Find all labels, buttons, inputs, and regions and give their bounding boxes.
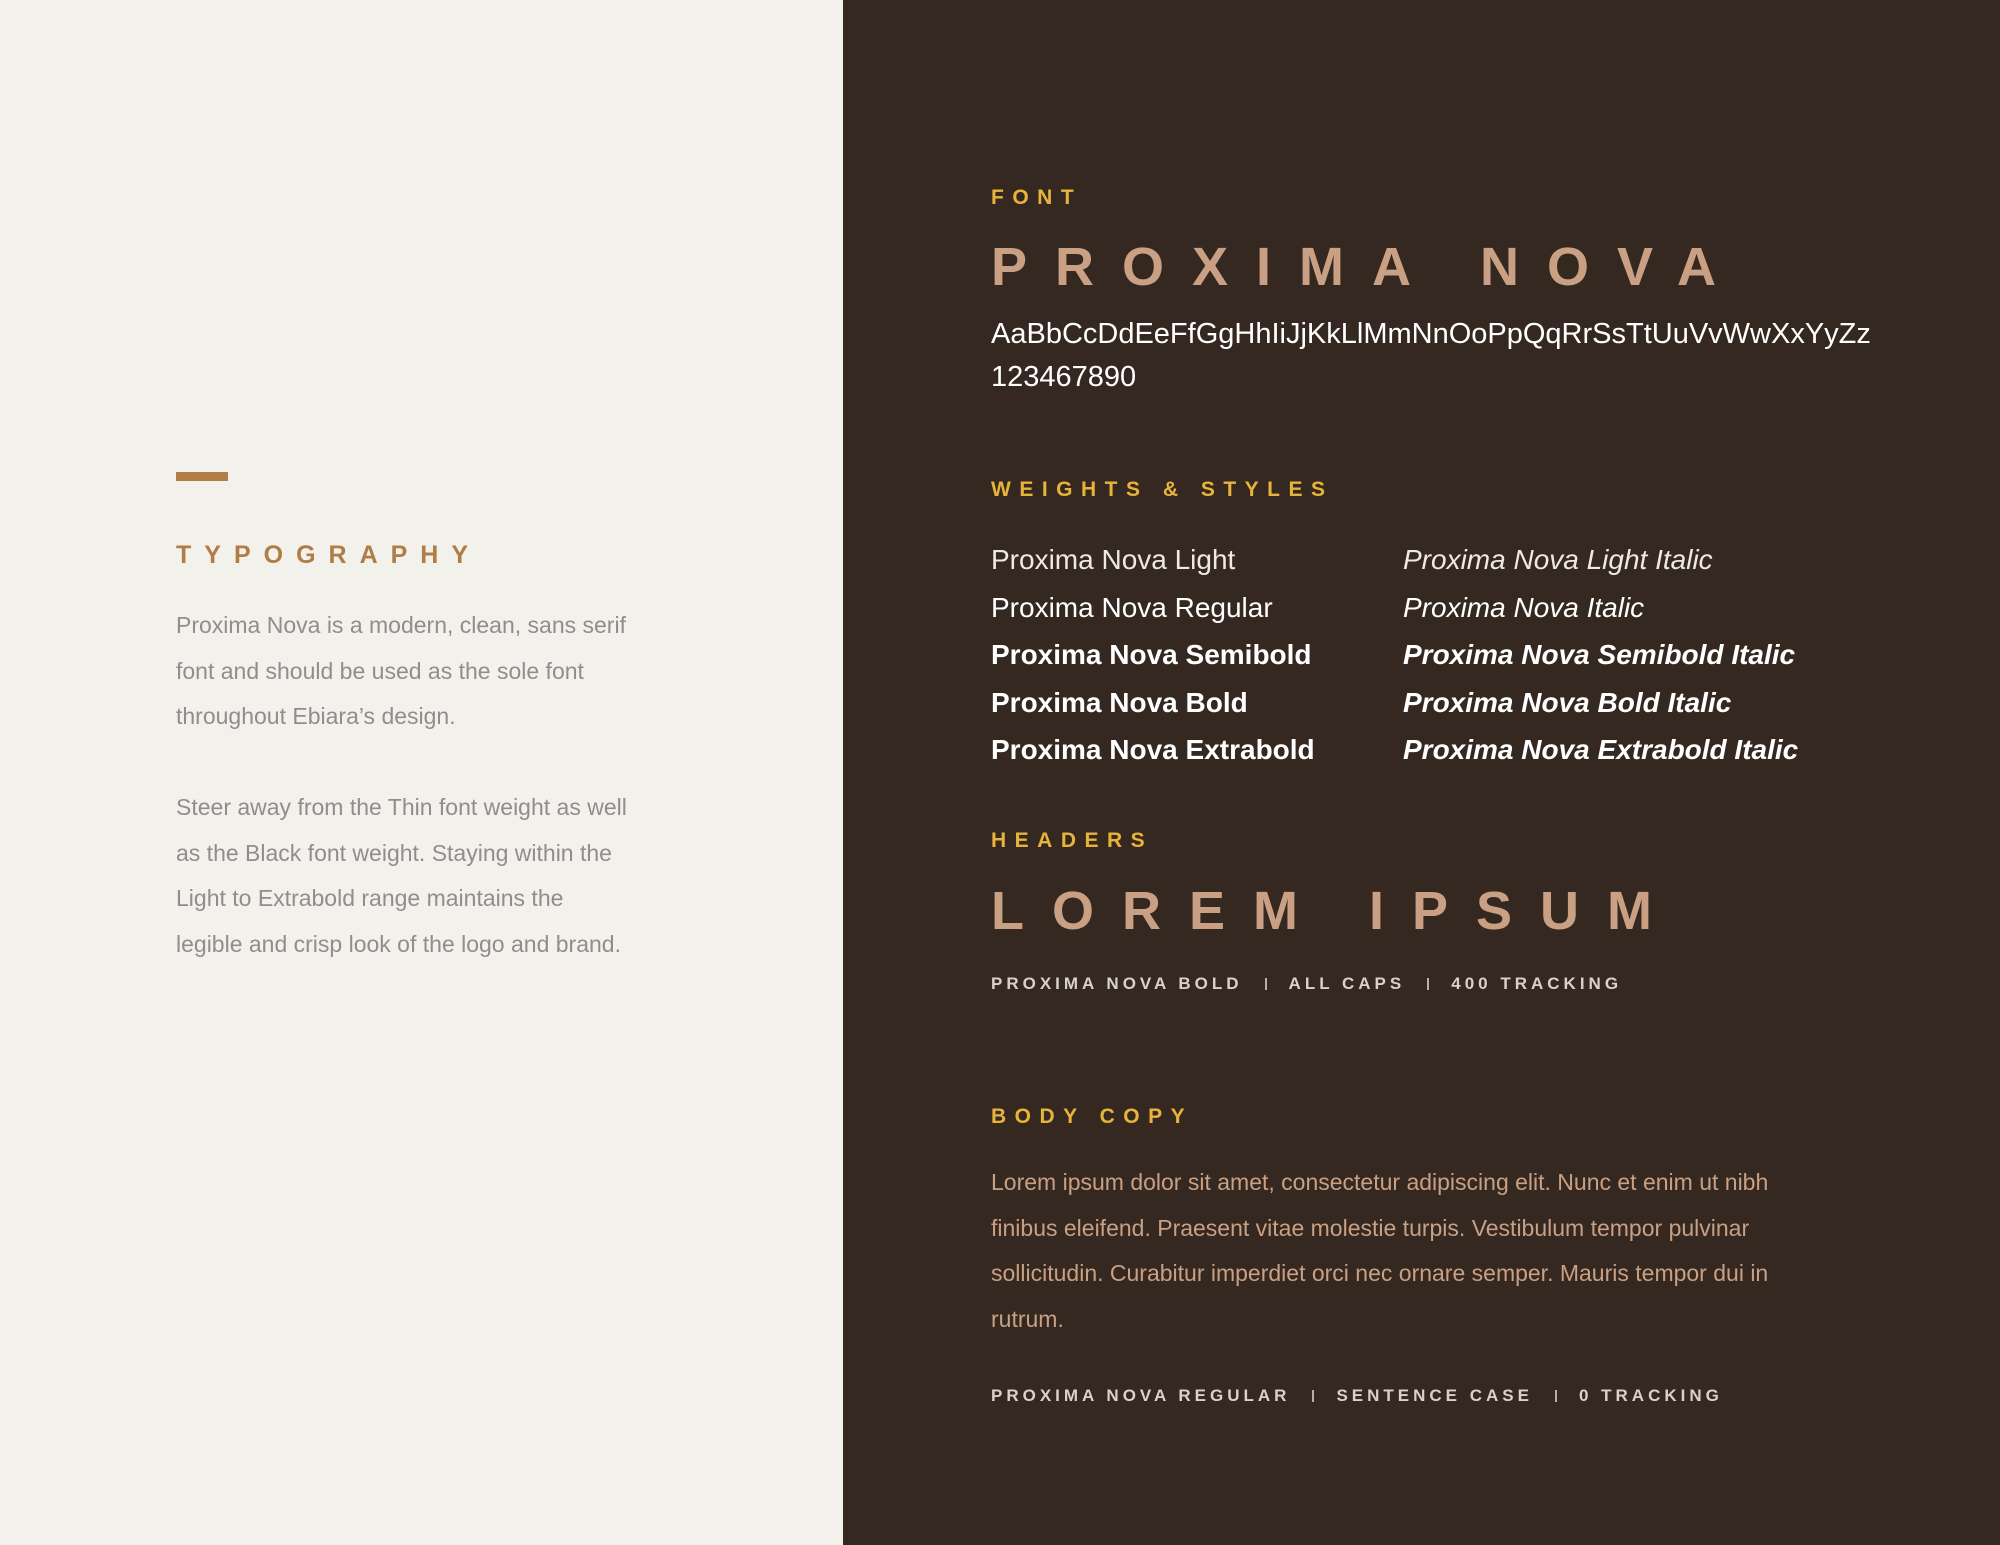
- left-panel: [0, 0, 843, 1545]
- weight-extrabold: Proxima Nova Extrabold: [991, 734, 1315, 765]
- header-spec-tracking: 400 TRACKING: [1451, 974, 1623, 993]
- weight-semibold: Proxima Nova Semibold: [991, 639, 1312, 670]
- right-panel: [843, 0, 2000, 1545]
- body-spec-font: PROXIMA NOVA REGULAR: [991, 1386, 1291, 1405]
- weight-bold-italic: Proxima Nova Bold Italic: [1403, 686, 1732, 718]
- spec-divider: [1427, 978, 1429, 990]
- weight-light: Proxima Nova Light: [991, 544, 1236, 575]
- body-specs: [991, 1386, 1723, 1406]
- weights-section-label: WEIGHTS & STYLES: [991, 478, 1334, 501]
- body-copy-sample: Lorem ipsum dolor sit amet, consectetur adipiscing elit. Nunc et enim ut nibh finibus eleifend. Praesent vitae molestie turpis. Vestibulum tempor pulvinar sollicitudin. Curabitur imperdiet orci nec ornare semper. Mauris tempor dui in rutrum.: [991, 1169, 1769, 1332]
- headers-section-label: HEADERS: [991, 829, 1154, 852]
- header-spec-font: PROXIMA NOVA BOLD: [991, 974, 1243, 993]
- spec-divider: [1312, 1390, 1314, 1402]
- accent-bar: [176, 472, 228, 481]
- typography-title: TYPOGRAPHY: [176, 541, 482, 569]
- font-name-heading: PROXIMA NOVA: [991, 237, 1745, 297]
- weight-extrabold-italic: Proxima Nova Extrabold Italic: [1403, 734, 1799, 765]
- weight-light-italic: Proxima Nova Light Italic: [1403, 544, 1713, 575]
- weight-regular: Proxima Nova Regular: [991, 591, 1273, 623]
- spec-divider: [1265, 978, 1267, 990]
- body-spec-case: SENTENCE CASE: [1336, 1386, 1533, 1405]
- body-spec-tracking: 0 TRACKING: [1578, 1386, 1723, 1405]
- weights-grid: [991, 536, 1863, 774]
- numbers-line: 123467890: [991, 361, 1137, 393]
- typography-description: [176, 603, 636, 967]
- body-section-label: BODY COPY: [991, 1105, 1194, 1128]
- header-specs: [991, 974, 1622, 994]
- alphabet-line: AaBbCcDdEeFfGgHhIiJjKkLlMmNnOoPpQqRrSsTtUuVvWwXxYyZz: [991, 318, 1871, 350]
- weight-semibold-italic: Proxima Nova Semibold Italic: [1403, 639, 1796, 670]
- character-set: [991, 313, 1871, 399]
- description-paragraph-1: Proxima Nova is a modern, clean, sans serif font and should be used as the sole font throughout Ebiara’s design.: [176, 612, 626, 729]
- spec-divider: [1555, 1390, 1557, 1402]
- font-section-label: FONT: [991, 186, 1083, 209]
- description-paragraph-2: Steer away from the Thin font weight as well as the Black font weight. Staying within the Light to Extrabold range maintains the legible and crisp look of the logo and brand.: [176, 794, 627, 957]
- weight-bold: Proxima Nova Bold: [991, 686, 1248, 718]
- weight-italic: Proxima Nova Italic: [1403, 591, 1645, 623]
- header-sample: LOREM IPSUM: [991, 881, 1681, 941]
- header-spec-case: ALL CAPS: [1288, 974, 1406, 993]
